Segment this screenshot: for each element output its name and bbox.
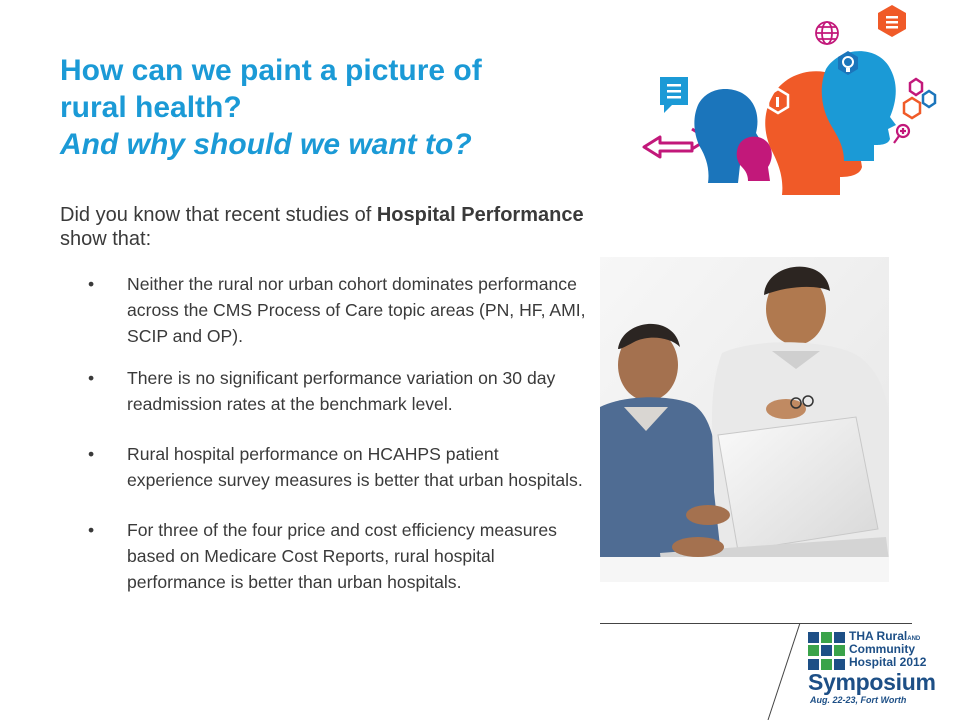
bullet-list xyxy=(88,271,588,619)
bullet-item xyxy=(88,517,588,595)
symposium-logo xyxy=(808,630,958,715)
list-icon xyxy=(660,77,688,113)
bullet-text: For three of the four price and cost efficiency measures based on Medicare Cost Reports, rural hospital performance is better than urban hospitals. xyxy=(127,520,557,592)
slide-title xyxy=(60,52,600,163)
logo-line-1: THA RuralAND xyxy=(849,629,921,643)
bullet-item xyxy=(88,365,588,417)
bullet-marker: • xyxy=(88,520,95,540)
bullet-text: Rural hospital performance on HCAHPS patient experience survey measures is better that urban hospitals. xyxy=(127,444,583,490)
menu-icon xyxy=(878,5,906,37)
bullet-marker: • xyxy=(88,368,95,388)
head-magenta xyxy=(737,137,772,181)
title-line-1: How can we paint a picture of xyxy=(60,54,482,87)
photo-two-men-laptop xyxy=(600,257,889,582)
bullet-text: Neither the rural nor urban cohort dominates performance across the CMS Process of Care topic areas (PN, HF, AMI, SCIP and OP). xyxy=(127,274,586,346)
hexagon-cluster xyxy=(904,79,935,118)
intro-text xyxy=(60,203,600,251)
footer-divider xyxy=(600,623,912,624)
logo-line-2: Community xyxy=(849,642,915,656)
bullet-marker: • xyxy=(88,274,95,294)
bullet-text: There is no significant performance variation on 30 day readmission rates at the benchmark level. xyxy=(127,368,556,414)
title-line-3: And why should we want to? xyxy=(60,128,472,161)
magnifier-icon xyxy=(894,125,909,143)
logo-date: Aug. 22-23, Fort Worth xyxy=(810,695,907,705)
bullet-item xyxy=(88,441,588,493)
bullet-marker: • xyxy=(88,444,95,464)
heads-illustration xyxy=(620,5,950,200)
logo-grid-icon xyxy=(808,632,846,670)
intro-suffix: show that: xyxy=(60,228,152,250)
footer-slash xyxy=(760,623,810,720)
intro-prefix: Did you know that recent studies of xyxy=(60,204,377,226)
title-line-2: rural health? xyxy=(60,91,242,124)
logo-symposium: Symposium xyxy=(808,669,936,695)
globe-icon xyxy=(816,22,838,44)
logo-line-3: Hospital 2012 xyxy=(849,655,927,669)
intro-bold: Hospital Performance xyxy=(376,204,584,226)
bullet-item xyxy=(88,271,588,349)
